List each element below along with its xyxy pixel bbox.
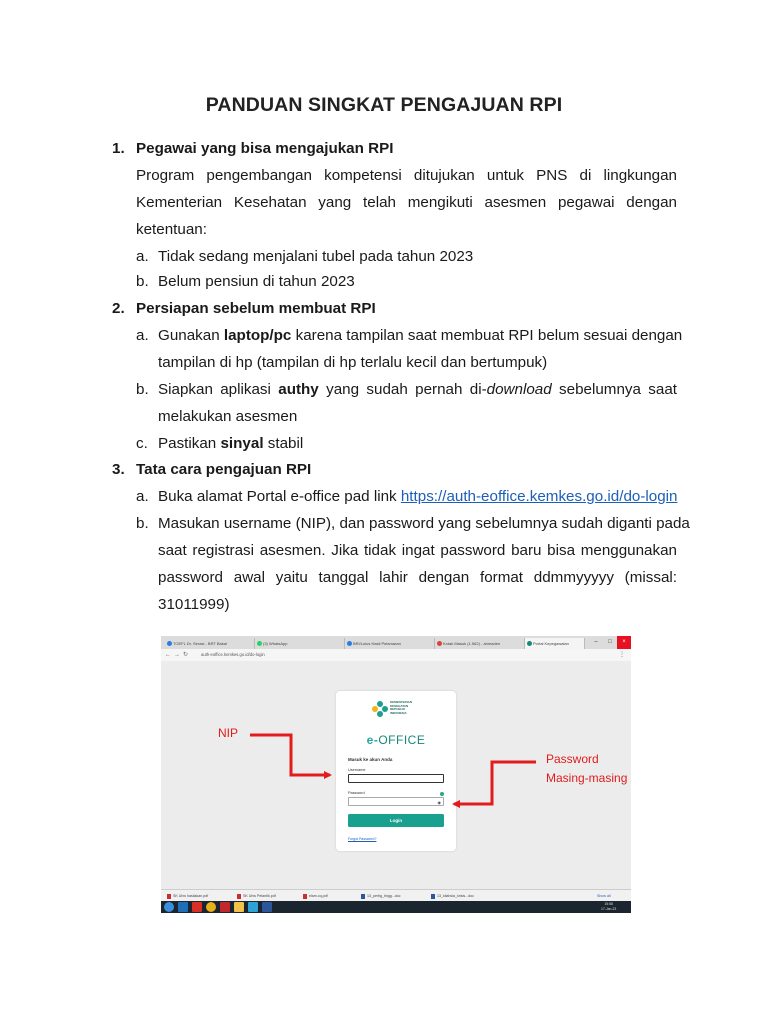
browser-tab[interactable]: TOEFL Dr. Serasi - BRT Bakal [165, 638, 255, 649]
section-1-item-a-text: Tidak sedang menjalani tubel pada tahun 2023 [158, 248, 474, 265]
browser-tab[interactable]: BRI/Lulus Hasil Pelamaran [345, 638, 435, 649]
back-icon[interactable]: ← [165, 652, 171, 658]
section-2-item-a-line-2: tampilan di hp (tampilan di hp terlalu kecil dan bertumpuk) [158, 354, 548, 371]
show-all-button[interactable]: Show all [597, 894, 611, 898]
section-3-item-a-text: Buka alamat Portal e-office pad link https://auth-eoffice.kemkes.go.id/do-login [158, 488, 678, 505]
section-2-item-b-letter: b. [136, 381, 149, 398]
nip-annotation: NIP [218, 726, 239, 740]
org-name: KEMENTERIAN KESEHATAN REPUBLIK INDONESIA [390, 700, 413, 715]
section-1-para-line-2: Kementerian Kesehatan yang telah mengikuti asesmen pegawai dengan [136, 194, 677, 211]
close-icon[interactable]: × [617, 636, 631, 649]
section-2-item-c-text: Pastikan sinyal stabil [158, 435, 304, 452]
section-1-para-line-3: ketentuan: [136, 221, 207, 238]
password-annotation-line-1: Password [546, 752, 599, 766]
section-1-heading: Pegawai yang bisa mengajukan RPI [136, 140, 394, 157]
section-2-number: 2. [112, 300, 125, 317]
section-1-para-line-1: Program pengembangan kompetensi ditujukan untuk PNS di lingkungan [136, 167, 677, 184]
portal-link[interactable]: https://auth-eoffice.kemkes.go.id/do-login [400, 488, 678, 505]
section-3-number: 3. [112, 461, 125, 478]
login-heading: Masuk ke akun Anda [348, 757, 393, 762]
clock: 15:58 17-Jan-23 [601, 902, 617, 911]
browser-tab-active[interactable]: Portal Kepegawaian [525, 638, 585, 649]
password-arrow [454, 762, 536, 804]
section-1-item-a-letter: a. [136, 248, 149, 265]
login-button[interactable]: Login [348, 814, 444, 827]
section-3-item-b-line-3: password awal yaitu tanggal lahir dengan format ddmmyyyyy (missal: [158, 569, 677, 586]
section-2-item-a-letter: a. [136, 327, 149, 344]
download-item[interactable]: SK Uhw Pelantik.pdf [237, 892, 276, 900]
section-2-item-a-line-1: Gunakan laptop/pc karena tampilan saat membuat RPI belum sesuai dengan [158, 327, 683, 344]
app-name: e-OFFICE [366, 733, 426, 747]
section-2-item-c-letter: c. [136, 435, 148, 452]
section-1-number: 1. [112, 140, 125, 157]
url-text: auth-eoffice.kemkes.go.id/do-login [201, 652, 265, 657]
reload-icon[interactable]: ↻ [183, 652, 189, 658]
section-3-item-b-line-4: 31011999) [158, 596, 230, 613]
forward-icon[interactable]: → [174, 652, 180, 658]
username-label: Username [348, 768, 366, 772]
section-1-item-b-text: Belum pensiun di tahun 2023 [158, 273, 355, 290]
section-2-heading: Persiapan sebelum membuat RPI [136, 300, 376, 317]
password-label: Password [348, 791, 365, 795]
section-2-item-b-line-1: Siapkan aplikasi authy yang sudah pernah di-download sebelumnya saat [158, 381, 677, 398]
download-item[interactable]: SK Uhw hasilakan.pdf [167, 892, 208, 900]
browser-tab[interactable]: (3) WhatsApp [255, 638, 345, 649]
download-item[interactable]: 13_kilahsla_krisis...doc [431, 892, 474, 900]
download-item[interactable]: elam.cq.pdf [303, 892, 328, 900]
password-annotation-line-2: Masing-masing [546, 771, 628, 785]
section-2-item-b-line-2: melakukan asesmen [158, 408, 298, 425]
eye-icon[interactable]: ◉ [437, 800, 441, 805]
menu-icon[interactable]: ⋮ [619, 652, 625, 658]
page-title: PANDUAN SINGKAT PENGAJUAN RPI [205, 94, 563, 116]
section-3-heading: Tata cara pengajuan RPI [136, 461, 312, 478]
section-3-item-b-line-1: Masukan username (NIP), dan password yang sebelumnya sudah diganti pada [158, 515, 690, 532]
minimize-icon[interactable]: – [594, 639, 598, 645]
section-3-item-a-letter: a. [136, 488, 149, 505]
download-item[interactable]: 13_pertig_tingg...doc [361, 892, 401, 900]
forgot-password-link[interactable]: Forgot Password? [348, 837, 377, 841]
section-1-item-b-letter: b. [136, 273, 149, 290]
section-3-item-b-line-2: saat registrasi asesmen. Jika tidak ingat password baru bisa menggunakan [158, 542, 677, 559]
section-3-item-b-letter: b. [136, 515, 149, 532]
maximize-icon[interactable]: □ [608, 639, 612, 645]
browser-tab[interactable]: Kotak Masuk (1.562) - ahmaden [435, 638, 525, 649]
nip-arrow [250, 735, 330, 775]
